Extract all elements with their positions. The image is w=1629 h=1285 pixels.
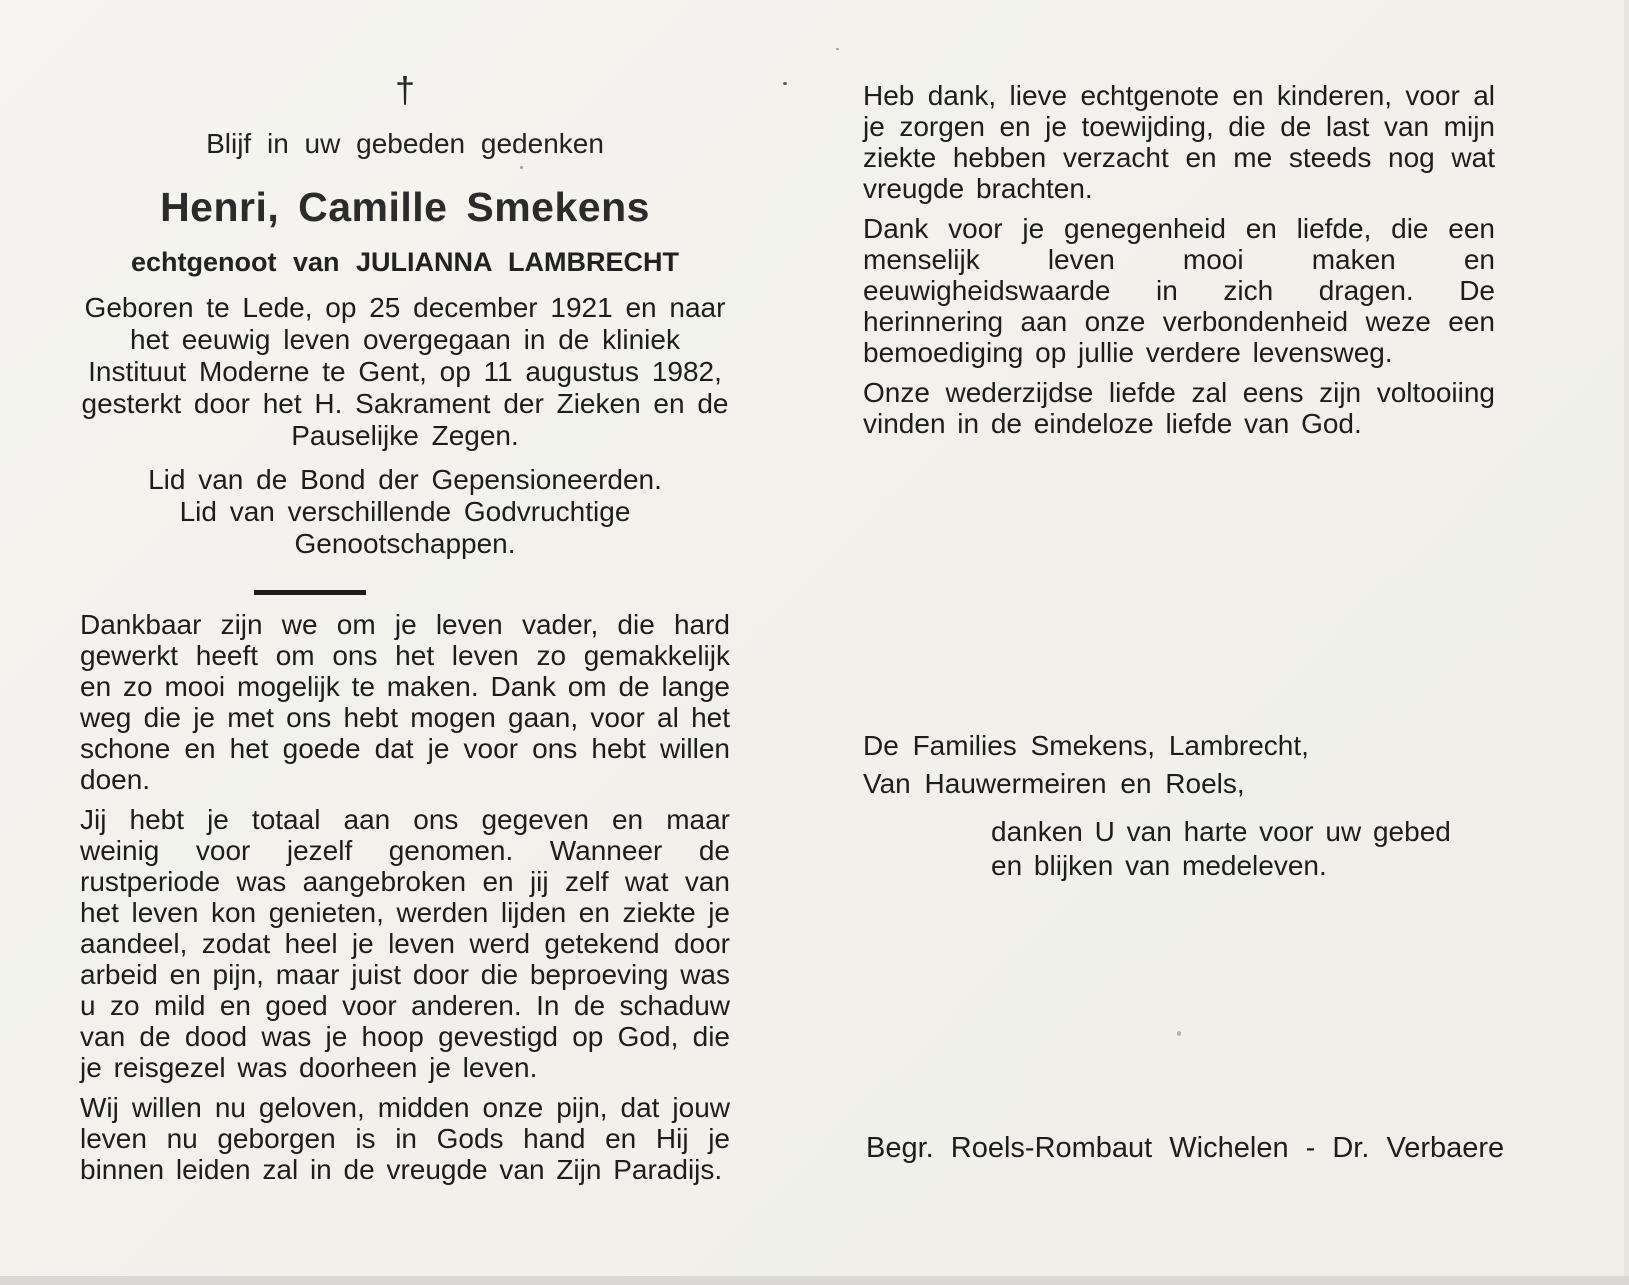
scan-speck	[1177, 1031, 1181, 1036]
membership-line: Lid van de Bond der Gepensioneerden.	[148, 464, 662, 495]
membership-line: Lid van verschillende Godvruchtige Genootschappen.	[179, 496, 631, 559]
scan-speck	[783, 82, 787, 85]
farewell-paragraph: Heb dank, lieve echtgenote en kinderen, voor al je zorgen en je toewijding, die de last van mijn ziekte hebben verzacht en me steeds nog wat vreugde brachten.	[863, 80, 1495, 204]
scan-edge	[1624, 0, 1629, 1285]
right-page	[863, 0, 1495, 883]
life-summary: Geboren te Lede, op 25 december 1921 en naar het eeuwig leven overgegaan in de kliniek Instituut Moderne te Gent, op 11 augustus 1982, gesterkt door het H. Sakrament der Zieken en de Pauselijke Zegen.	[81, 292, 729, 451]
families-line: Van Hauwermeiren en Roels,	[863, 768, 1245, 799]
spouse-line: echtgenoot van JULIANNA LAMBRECHT	[130, 247, 679, 277]
thanks-line: danken U van harte voor uw gebed en blijken van medeleven.	[991, 816, 1451, 881]
scan-speck	[520, 166, 523, 169]
memberships-block	[80, 464, 730, 560]
cross-symbol: †	[394, 69, 416, 110]
deceased-name: Henri, Camille Smekens	[160, 184, 650, 230]
farewell-paragraph: Onze wederzijdse liefde zal eens zijn voltooiing vinden in de eindeloze liefde van God.	[863, 377, 1495, 439]
memorial-paragraph: Wij willen nu geloven, midden onze pijn, dat jouw leven nu geborgen is in Gods hand en Hij je binnen leiden zal in de vreugde van Zijn Paradijs.	[80, 1092, 730, 1185]
scan-edge	[0, 1276, 1629, 1285]
undertaker-line: Begr. Roels-Rombaut Wichelen - Dr. Verbaere	[866, 1132, 1505, 1164]
left-page	[80, 0, 730, 1185]
memorial-paragraph: Dankbaar zijn we om je leven vader, die hard gewerkt heeft om ons het leven zo gemakkelijk en zo mooi mogelijk te maken. Dank om de lange weg die je met ons hebt mogen gaan, voor al het schone en het goede dat je voor ons hebt willen doen.	[80, 609, 730, 795]
dedication-line: Blijf in uw gebeden gedenken	[206, 128, 604, 159]
scan-speck	[836, 48, 839, 50]
families-line: De Families Smekens, Lambrecht,	[863, 730, 1309, 761]
families-block	[863, 727, 1495, 803]
farewell-paragraph: Dank voor je genegenheid en liefde, die een menselijk leven mooi maken en eeuwigheidswaarde in zich dragen. De herinnering aan onze verbondenheid weze een bemoediging op jullie verdere levensweg.	[863, 213, 1495, 368]
section-divider	[254, 590, 366, 595]
memorial-paragraph: Jij hebt je totaal aan ons gegeven en maar weinig voor jezelf genomen. Wanneer de rustperiode was aangebroken en jij zelf wat van het leven kon genieten, werden lijden en ziekte je aandeel, zodat heel je leven werd getekend door arbeid en pijn, maar juist door die beproeving was u zo mild en goed voor anderen. In de schaduw van de dood was je hoop gevestigd op God, die je reisgezel was doorheen je leven.	[80, 804, 730, 1083]
